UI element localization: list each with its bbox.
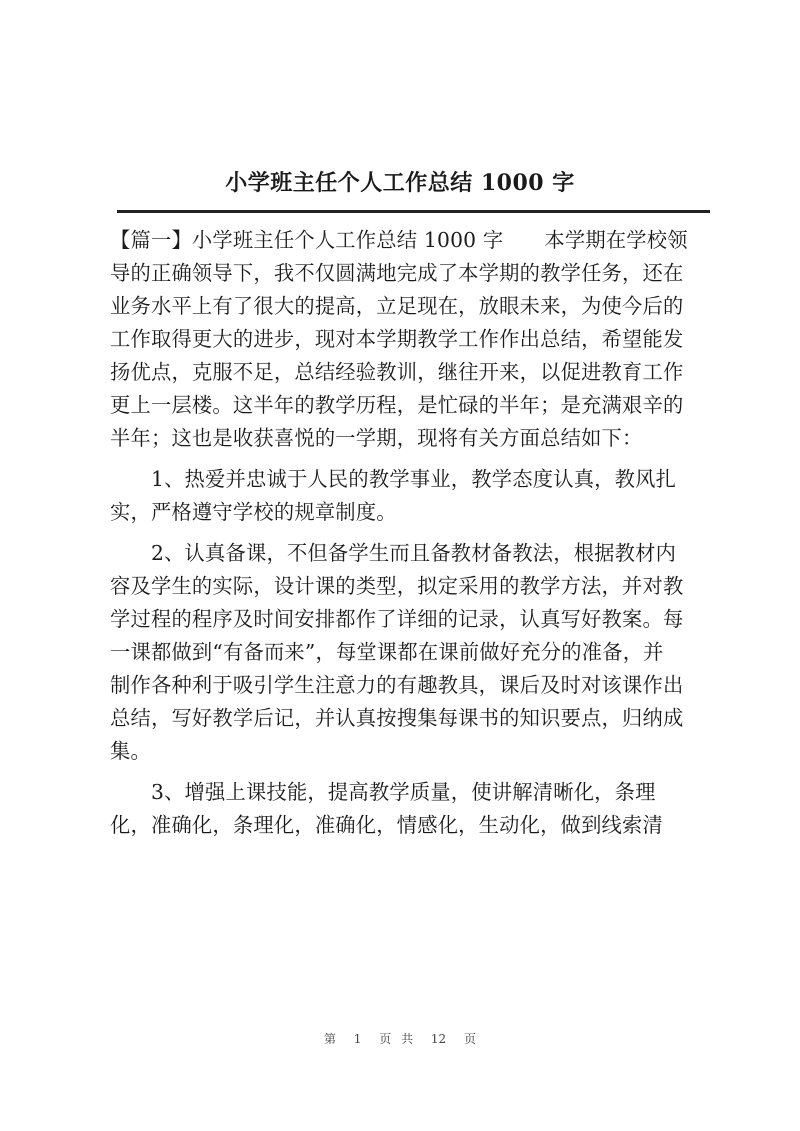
text-line: 学过程的程序及时间安排都作了详细的记录，认真写好教案。每	[110, 607, 684, 631]
document-title: 小学班主任个人工作总结 1000 字	[225, 170, 575, 196]
title-divider	[117, 210, 710, 213]
paragraph	[110, 463, 720, 529]
text-line: 导的正确领导下，我不仅圆满地完成了本学期的教学任务，还在	[110, 261, 684, 285]
text-line: 制作各种利于吸引学生注意力的有趣教具，课后及时对该课作出	[110, 673, 684, 697]
paragraph-gap	[110, 455, 720, 463]
text-line: 更上一层楼。这半年的教学历程，是忙碌的半年；是充满艰辛的	[110, 393, 684, 417]
text-line: 扬优点，克服不足，总结经验教训，继往开来，以促进教育工作	[110, 360, 684, 384]
text-line: 2、认真备课，不但备学生而且备教材备教法，根据教材内	[110, 541, 677, 565]
text-line: 化，准确化，条理化，准确化，情感化，生动化，做到线索清	[110, 813, 663, 837]
document-body	[110, 224, 720, 842]
page-footer	[0, 1030, 800, 1047]
footer-page-current: 1	[353, 1032, 362, 1046]
text-line: 1、热爱并忠诚于人民的教学事业，教学态度认真，教风扎	[110, 467, 677, 491]
footer-page-prefix: 第	[323, 1032, 336, 1046]
text-line: 3、增强上课技能，提高教学质量，使讲解清晰化，条理	[110, 780, 656, 804]
text-line: 【篇一】小学班主任个人工作总结 1000 字 本学期在学校领	[110, 228, 688, 252]
text-line: 业务水平上有了很大的提高，立足现在，放眼未来，为使今后的	[110, 294, 684, 318]
paragraph	[110, 224, 720, 455]
text-line: 集。	[110, 739, 151, 763]
footer-page-mid: 页 共	[379, 1032, 414, 1046]
paragraph	[110, 776, 720, 842]
footer-page-total: 12	[430, 1032, 447, 1046]
paragraph-gap	[110, 529, 720, 537]
text-line: 实，严格遵守学校的规章制度。	[110, 500, 397, 524]
paragraph-gap	[110, 768, 720, 776]
text-line: 总结，写好教学后记，并认真按搜集每课书的知识要点，归纳成	[110, 706, 684, 730]
footer-page-suffix: 页	[464, 1032, 477, 1046]
text-line: 容及学生的实际，设计课的类型，拟定采用的教学方法，并对教	[110, 574, 684, 598]
text-line: 一课都做到“有备而来”，每堂课都在课前做好充分的准备，并	[110, 640, 664, 664]
text-line: 工作取得更大的进步，现对本学期教学工作作出总结，希望能发	[110, 327, 684, 351]
text-line: 半年；这也是收获喜悦的一学期，现将有关方面总结如下：	[110, 426, 643, 450]
paragraph	[110, 537, 720, 768]
